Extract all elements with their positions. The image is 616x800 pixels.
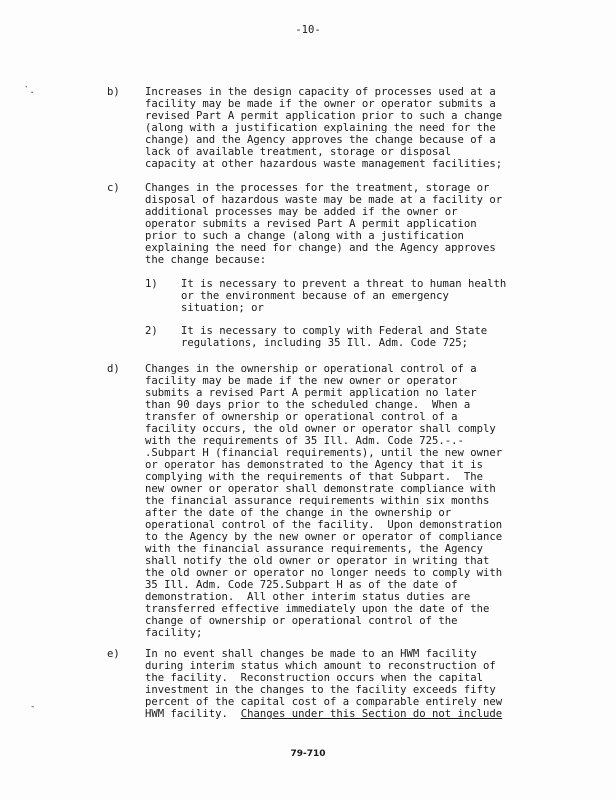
text-line: or the environment because of an emergency — [181, 290, 449, 302]
text-line: change) and the Agency approves the change because of a — [145, 134, 496, 146]
text-line: percent of the capital cost of a comparable entirely new — [145, 696, 503, 708]
text-line: facility may be made if the owner or operator submits a — [145, 98, 496, 110]
margin-mark: - — [30, 702, 36, 712]
text-line: regulations, including 35 Ill. Adm. Code 725; — [181, 337, 469, 349]
text-line: Increases in the design capacity of processes used at a — [145, 86, 496, 98]
text-line: during interim status which amount to reconstruction of — [145, 660, 496, 672]
text-line: or operator has demonstrated to the Agency that it is — [145, 459, 484, 471]
text-line: the facility. Reconstruction occurs when the capital — [145, 672, 484, 684]
text-line: with the financial assurance requirements, the Agency — [145, 543, 484, 555]
margin-mark: `. — [24, 86, 35, 96]
subitem-2-body — [181, 325, 551, 349]
text-line: after the date of the change in the ownership or — [145, 507, 452, 519]
text-line-last — [145, 708, 558, 720]
text-line: submits a revised Part A permit application no later — [145, 387, 477, 399]
item-label: e) — [107, 648, 120, 660]
text-line: lack of available treatment, storage or disposal — [145, 146, 452, 158]
text-line: with the requirements of 35 Ill. Adm. Code 725.-.- — [145, 435, 464, 447]
text-line: operational control of the facility. Upon demonstration — [145, 519, 503, 531]
text-line: to the Agency by the new owner or operator of compliance — [145, 531, 503, 543]
text-line: the change because: — [145, 254, 267, 266]
item-label: c) — [107, 182, 120, 194]
text-line: capacity at other hazardous waste management facilities; — [145, 158, 503, 170]
text-line: transferred effective immediately upon the date of the — [145, 603, 490, 615]
text-line: investment in the changes to the facility exceeds fifty — [145, 684, 496, 696]
text-line: facility occurs, the old owner or operator shall comply — [145, 423, 496, 435]
text-line: new owner or operator shall demonstrate compliance with — [145, 483, 496, 495]
item-body — [145, 363, 558, 639]
text-line: 35 Ill. Adm. Code 725.Subpart H as of the date of — [145, 579, 458, 591]
item-body — [145, 648, 558, 720]
item-body — [145, 86, 558, 170]
subitem-label: 2) — [145, 325, 158, 337]
text-line: the financial assurance requirements within six months — [145, 495, 490, 507]
item-label: b) — [107, 86, 120, 98]
text-line: disposal of hazardous waste may be made at a facility or — [145, 194, 503, 206]
text-line: Changes in the processes for the treatment, storage or — [145, 182, 490, 194]
text-line: additional processes may be added if the owner or — [145, 206, 458, 218]
text-line: facility may be made if the new owner or operator — [145, 375, 458, 387]
subitem-label: 1) — [145, 278, 158, 290]
text-line: explaining the need for change) and the Agency approves — [145, 242, 496, 254]
item-body — [145, 182, 558, 266]
text-line: In no event shall changes be made to an HWM facility — [145, 648, 477, 660]
text-line: .Subpart H (financial requirements), until the new owner — [145, 447, 503, 459]
subitem-1-body — [181, 278, 551, 314]
text-line: complying with the requirements of that Subpart. The — [145, 471, 484, 483]
text-line: shall notify the old owner or operator in writing that — [145, 555, 490, 567]
text-line: situation; or — [181, 302, 264, 314]
text-line: Changes in the ownership or operational control of a — [145, 363, 477, 375]
text-line: the old owner or operator no longer needs to comply with — [145, 567, 503, 579]
text-line: facility; — [145, 627, 203, 639]
text-line: revised Part A permit application prior to such a change — [145, 110, 503, 122]
item-label: d) — [107, 363, 120, 375]
footer-code: 79-710 — [290, 749, 326, 759]
text-line: (along with a justification explaining the need for the — [145, 122, 496, 134]
text-line: transfer of ownership or operational control of a — [145, 411, 458, 423]
page-number: -10- — [295, 24, 321, 36]
text-line: change of ownership or operational control of the — [145, 615, 458, 627]
text-line: than 90 days prior to the scheduled change. When a — [145, 399, 471, 411]
text-segment: HWM facility. — [145, 708, 228, 720]
text-line: prior to such a change (along with a justification — [145, 230, 464, 242]
text-line: operator submits a revised Part A permit application — [145, 218, 477, 230]
underlined-text: Changes under this Section do not include — [240, 708, 503, 720]
text-line: demonstration. All other interim status duties are — [145, 591, 471, 603]
text-line: It is necessary to prevent a threat to human health — [181, 278, 507, 290]
text-line: It is necessary to comply with Federal and State — [181, 325, 488, 337]
